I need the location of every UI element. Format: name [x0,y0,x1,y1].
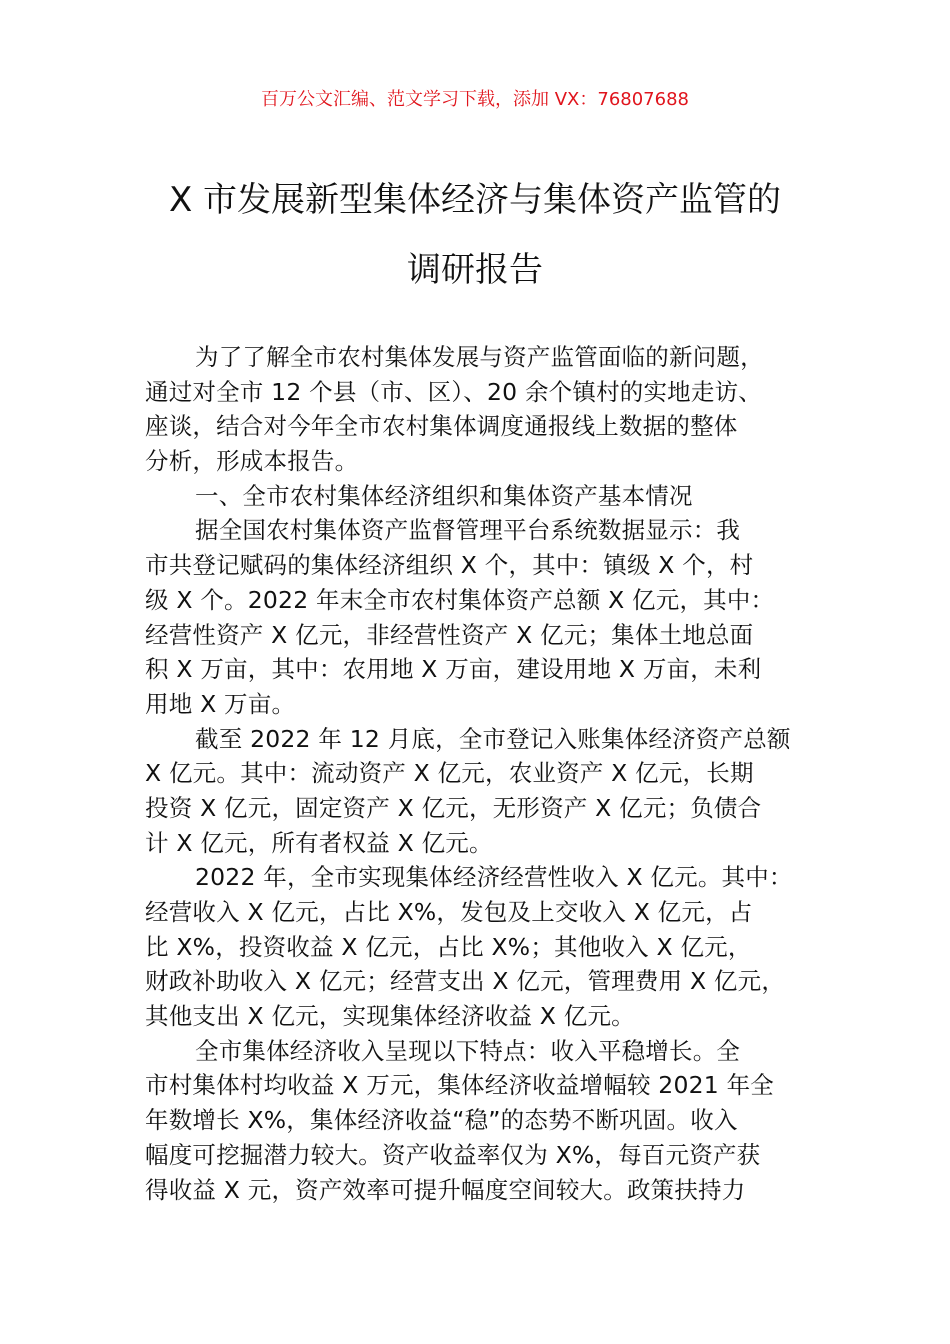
text-line: 经营收入 X 亿元，占比 X%，发包及上交收入 X 亿元，占 [145,898,753,926]
text-line: 计 X 亿元，所有者权益 X 亿元。 [145,828,493,857]
text-line: 投资 X 亿元，固定资产 X 亿元，无形资产 X 亿元；负债合 [145,793,762,822]
text-line: 其他支出 X 亿元，实现集体经济收益 X 亿元。 [145,1002,635,1031]
text-line: 市共登记赋码的集体经济组织 X 个，其中：镇级 X 个，村 [145,551,754,580]
text-line: 市村集体村均收益 X 万元，集体经济收益增幅较 2021 年全 [145,1071,774,1100]
text-line: 财政补助收入 X 亿元；经营支出 X 亿元，管理费用 X 亿元， [145,967,786,996]
text-line: 经营性资产 X 亿元，非经营性资产 X 亿元；集体土地总面 [145,620,754,649]
paragraph [145,722,835,861]
text-line: 积 X 万亩，其中：农用地 X 万亩，建设用地 X 万亩，未利 [145,655,762,684]
text-line: 比 X%，投资收益 X 亿元，占比 X%；其他收入 X 亿元， [145,932,752,961]
text-line: 截至 2022 年 12 月底，全市登记入账集体经济资产总额 [195,724,791,753]
text-line: 年数增长 X%，集体经济收益“稳”的态势不断巩固。收入 [145,1106,738,1135]
document-title-line-1: X 市发展新型集体经济与集体资产监管的 [168,180,782,220]
text-line: 据全国农村集体资产监督管理平台系统数据显示：我 [195,516,741,545]
text-line: 2022 年，全市实现集体经济经营性收入 X 亿元。其中： [195,863,793,892]
watermark-header: 百万公文汇编、范文学习下载，添加 VX：76807688 [261,89,689,110]
section-heading [145,479,835,514]
text-line: 座谈，结合对今年全市农村集体调度通报线上数据的整体 [145,412,738,441]
text-line: 用地 X 万亩。 [145,689,296,718]
text-line: 级 X 个。2022 年末全市农村集体资产总额 X 亿元，其中： [145,585,775,614]
paragraph [145,340,835,479]
text-line: 得收益 X 元，资产效率可提升幅度空间较大。政策扶持力 [145,1175,746,1204]
text-line: 分析，形成本报告。 [145,447,359,476]
paragraph [145,513,835,721]
text-line: 为了了解全市农村集体发展与资产监管面临的新问题， [195,343,764,371]
text-line: 全市集体经济收入呈现以下特点：收入平稳增长。全 [195,1036,741,1065]
text-line: X 亿元。其中：流动资产 X 亿元，农业资产 X 亿元，长期 [145,759,754,788]
text-line: 一、全市农村集体经济组织和集体资产基本情况 [195,481,693,510]
paragraph [145,860,835,1033]
text-line: 通过对全市 12 个县（市、区）、20 余个镇村的实地走访、 [145,377,762,406]
document-body [145,340,835,1207]
paragraph [145,1034,835,1207]
text-line: 幅度可挖掘潜力较大。资产收益率仅为 X%，每百元资产获 [145,1140,761,1169]
document-title-line-2: 调研报告 [407,250,543,290]
